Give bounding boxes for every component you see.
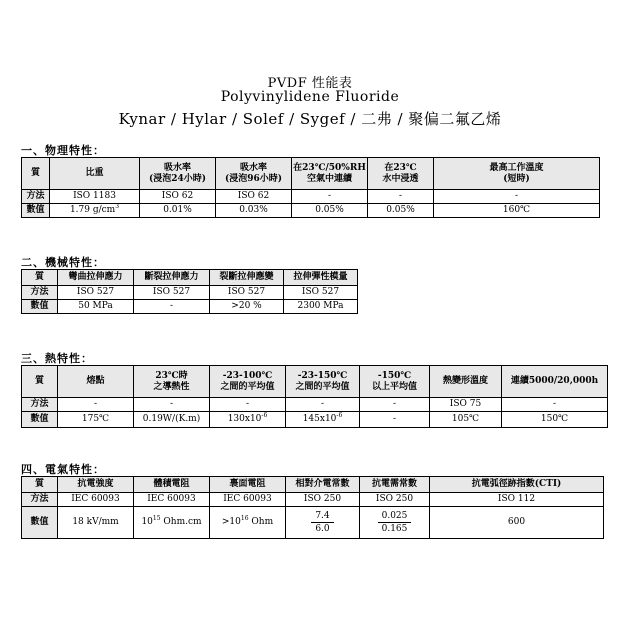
table-cell: 600 — [430, 507, 604, 539]
table-cell: 2300 MPa — [284, 300, 358, 314]
table-cell: 0.05% — [368, 204, 434, 218]
table-cell: - — [368, 190, 434, 204]
header-cell: 相對介電常數 — [286, 477, 360, 493]
physical-table — [21, 157, 600, 218]
table-cell: ISO 527 — [134, 286, 210, 300]
table-cell: - — [134, 398, 210, 412]
table-cell: 150℃ — [502, 412, 608, 428]
electrical-header-row — [22, 477, 604, 493]
physical-heading: 一、物理特性： — [21, 144, 105, 157]
table-cell: - — [502, 398, 608, 412]
table-cell: 50 MPa — [58, 300, 134, 314]
header-cell: 質 — [22, 158, 50, 190]
mechanical-heading: 二、機械特性： — [21, 256, 105, 269]
title-line-1: PVDF 性能表 — [267, 76, 353, 91]
row-label: 方法 — [22, 398, 58, 412]
table-cell: $>10^{16}$ Ohm — [210, 507, 286, 539]
header-cell: 熔點 — [58, 366, 134, 398]
thermal-value-row — [22, 412, 608, 428]
header-cell: 吸水率 (浸泡24小時) — [140, 158, 216, 190]
table-cell: 0.19W/(K.m) — [134, 412, 210, 428]
electrical-table — [21, 476, 604, 539]
table-cell: 18 kV/mm — [58, 507, 134, 539]
table-cell: >20 % — [210, 300, 284, 314]
electrical-heading: 四、電氣特性： — [21, 463, 105, 476]
header-cell: 在23℃ 水中浸透 — [368, 158, 434, 190]
header-cell: -23-150℃ 之間的平均值 — [286, 366, 360, 398]
header-cell: 抗電弧徑跡指數(CTI) — [430, 477, 604, 493]
header-cell: -23-100℃ 之間的平均值 — [210, 366, 286, 398]
table-cell: 0.05% — [292, 204, 368, 218]
table-cell: - — [58, 398, 134, 412]
table-cell: - — [434, 190, 600, 204]
title-line-2: Polyvinylidene Fluoride — [220, 89, 400, 105]
mechanical-value-row — [22, 300, 358, 314]
row-label: 方法 — [22, 190, 50, 204]
table-cell: ISO 250 — [360, 493, 430, 507]
table-cell: - — [360, 398, 430, 412]
thermal-method-row — [22, 398, 608, 412]
row-label: 數值 — [22, 300, 58, 314]
header-cell: 比重 — [50, 158, 140, 190]
header-cell: 拉伸彈性模量 — [284, 270, 358, 286]
header-cell: 在23℃/50%RH 空氣中連續 — [292, 158, 368, 190]
table-cell: $145x10^{-6}$ — [286, 412, 360, 428]
table-cell: IEC 60093 — [134, 493, 210, 507]
thermal-table — [21, 365, 608, 428]
table-cell: ISO 250 — [286, 493, 360, 507]
header-cell: 質 — [22, 477, 58, 493]
table-cell: 1.79 $g/cm^3$ — [50, 204, 140, 218]
header-cell: 吸水率 (浸泡96小時) — [216, 158, 292, 190]
header-cell: 熱變形溫度 — [430, 366, 502, 398]
table-cell: - — [286, 398, 360, 412]
physical-method-row — [22, 190, 600, 204]
table-cell: 160℃ — [434, 204, 600, 218]
table-cell: 0.03% — [216, 204, 292, 218]
table-cell: - — [210, 398, 286, 412]
header-cell: 裹面電阻 — [210, 477, 286, 493]
table-cell: ISO 527 — [58, 286, 134, 300]
table-cell: ISO 527 — [284, 286, 358, 300]
row-label: 數值 — [22, 204, 50, 218]
header-cell: -150℃ 以上平均值 — [360, 366, 430, 398]
thermal-header-row — [22, 366, 608, 398]
table-cell: - — [134, 300, 210, 314]
table-cell: ISO 1183 — [50, 190, 140, 204]
header-cell: 23℃時 之導熱性 — [134, 366, 210, 398]
table-cell: - — [292, 190, 368, 204]
table-cell: $\frac{0.025}{0.165}$ — [360, 507, 430, 539]
row-label: 方法 — [22, 286, 58, 300]
row-label: 數值 — [22, 507, 58, 539]
table-cell: 175℃ — [58, 412, 134, 428]
table-cell: IEC 60093 — [58, 493, 134, 507]
table-cell: - — [360, 412, 430, 428]
header-cell: 斷裂拉伸應力 — [134, 270, 210, 286]
header-cell: 連續5000/20,000h — [502, 366, 608, 398]
header-cell: 彎曲拉伸應力 — [58, 270, 134, 286]
header-cell: 體積電阻 — [134, 477, 210, 493]
table-cell: $\frac{7.4}{6.0}$ — [286, 507, 360, 539]
table-cell: 0.01% — [140, 204, 216, 218]
electrical-value-row — [22, 507, 604, 539]
table-cell: ISO 527 — [210, 286, 284, 300]
table-cell: ISO 62 — [140, 190, 216, 204]
title-line-3: Kynar / Hylar / Solef / Sygef / 二弗 / 聚偏二氟乙烯 — [118, 110, 502, 128]
header-cell: 質 — [22, 366, 58, 398]
mechanical-method-row — [22, 286, 358, 300]
row-label: 數值 — [22, 412, 58, 428]
header-cell: 最高工作溫度 (短時) — [434, 158, 600, 190]
mechanical-table — [21, 269, 358, 314]
header-cell: 裂斷拉伸應變 — [210, 270, 284, 286]
table-cell: $10^{15}$ Ohm.cm — [134, 507, 210, 539]
physical-header-row — [22, 158, 600, 190]
electrical-method-row — [22, 493, 604, 507]
physical-value-row — [22, 204, 600, 218]
table-cell: ISO 62 — [216, 190, 292, 204]
mechanical-header-row — [22, 270, 358, 286]
thermal-heading: 三、熱特性： — [21, 352, 93, 365]
header-cell: 質 — [22, 270, 58, 286]
table-cell: 105℃ — [430, 412, 502, 428]
table-cell: $130x10^{-6}$ — [210, 412, 286, 428]
header-cell: 抗電強度 — [58, 477, 134, 493]
table-cell: ISO 112 — [430, 493, 604, 507]
row-label: 方法 — [22, 493, 58, 507]
header-cell: 抗電需常數 — [360, 477, 430, 493]
table-cell: IEC 60093 — [210, 493, 286, 507]
table-cell: ISO 75 — [430, 398, 502, 412]
